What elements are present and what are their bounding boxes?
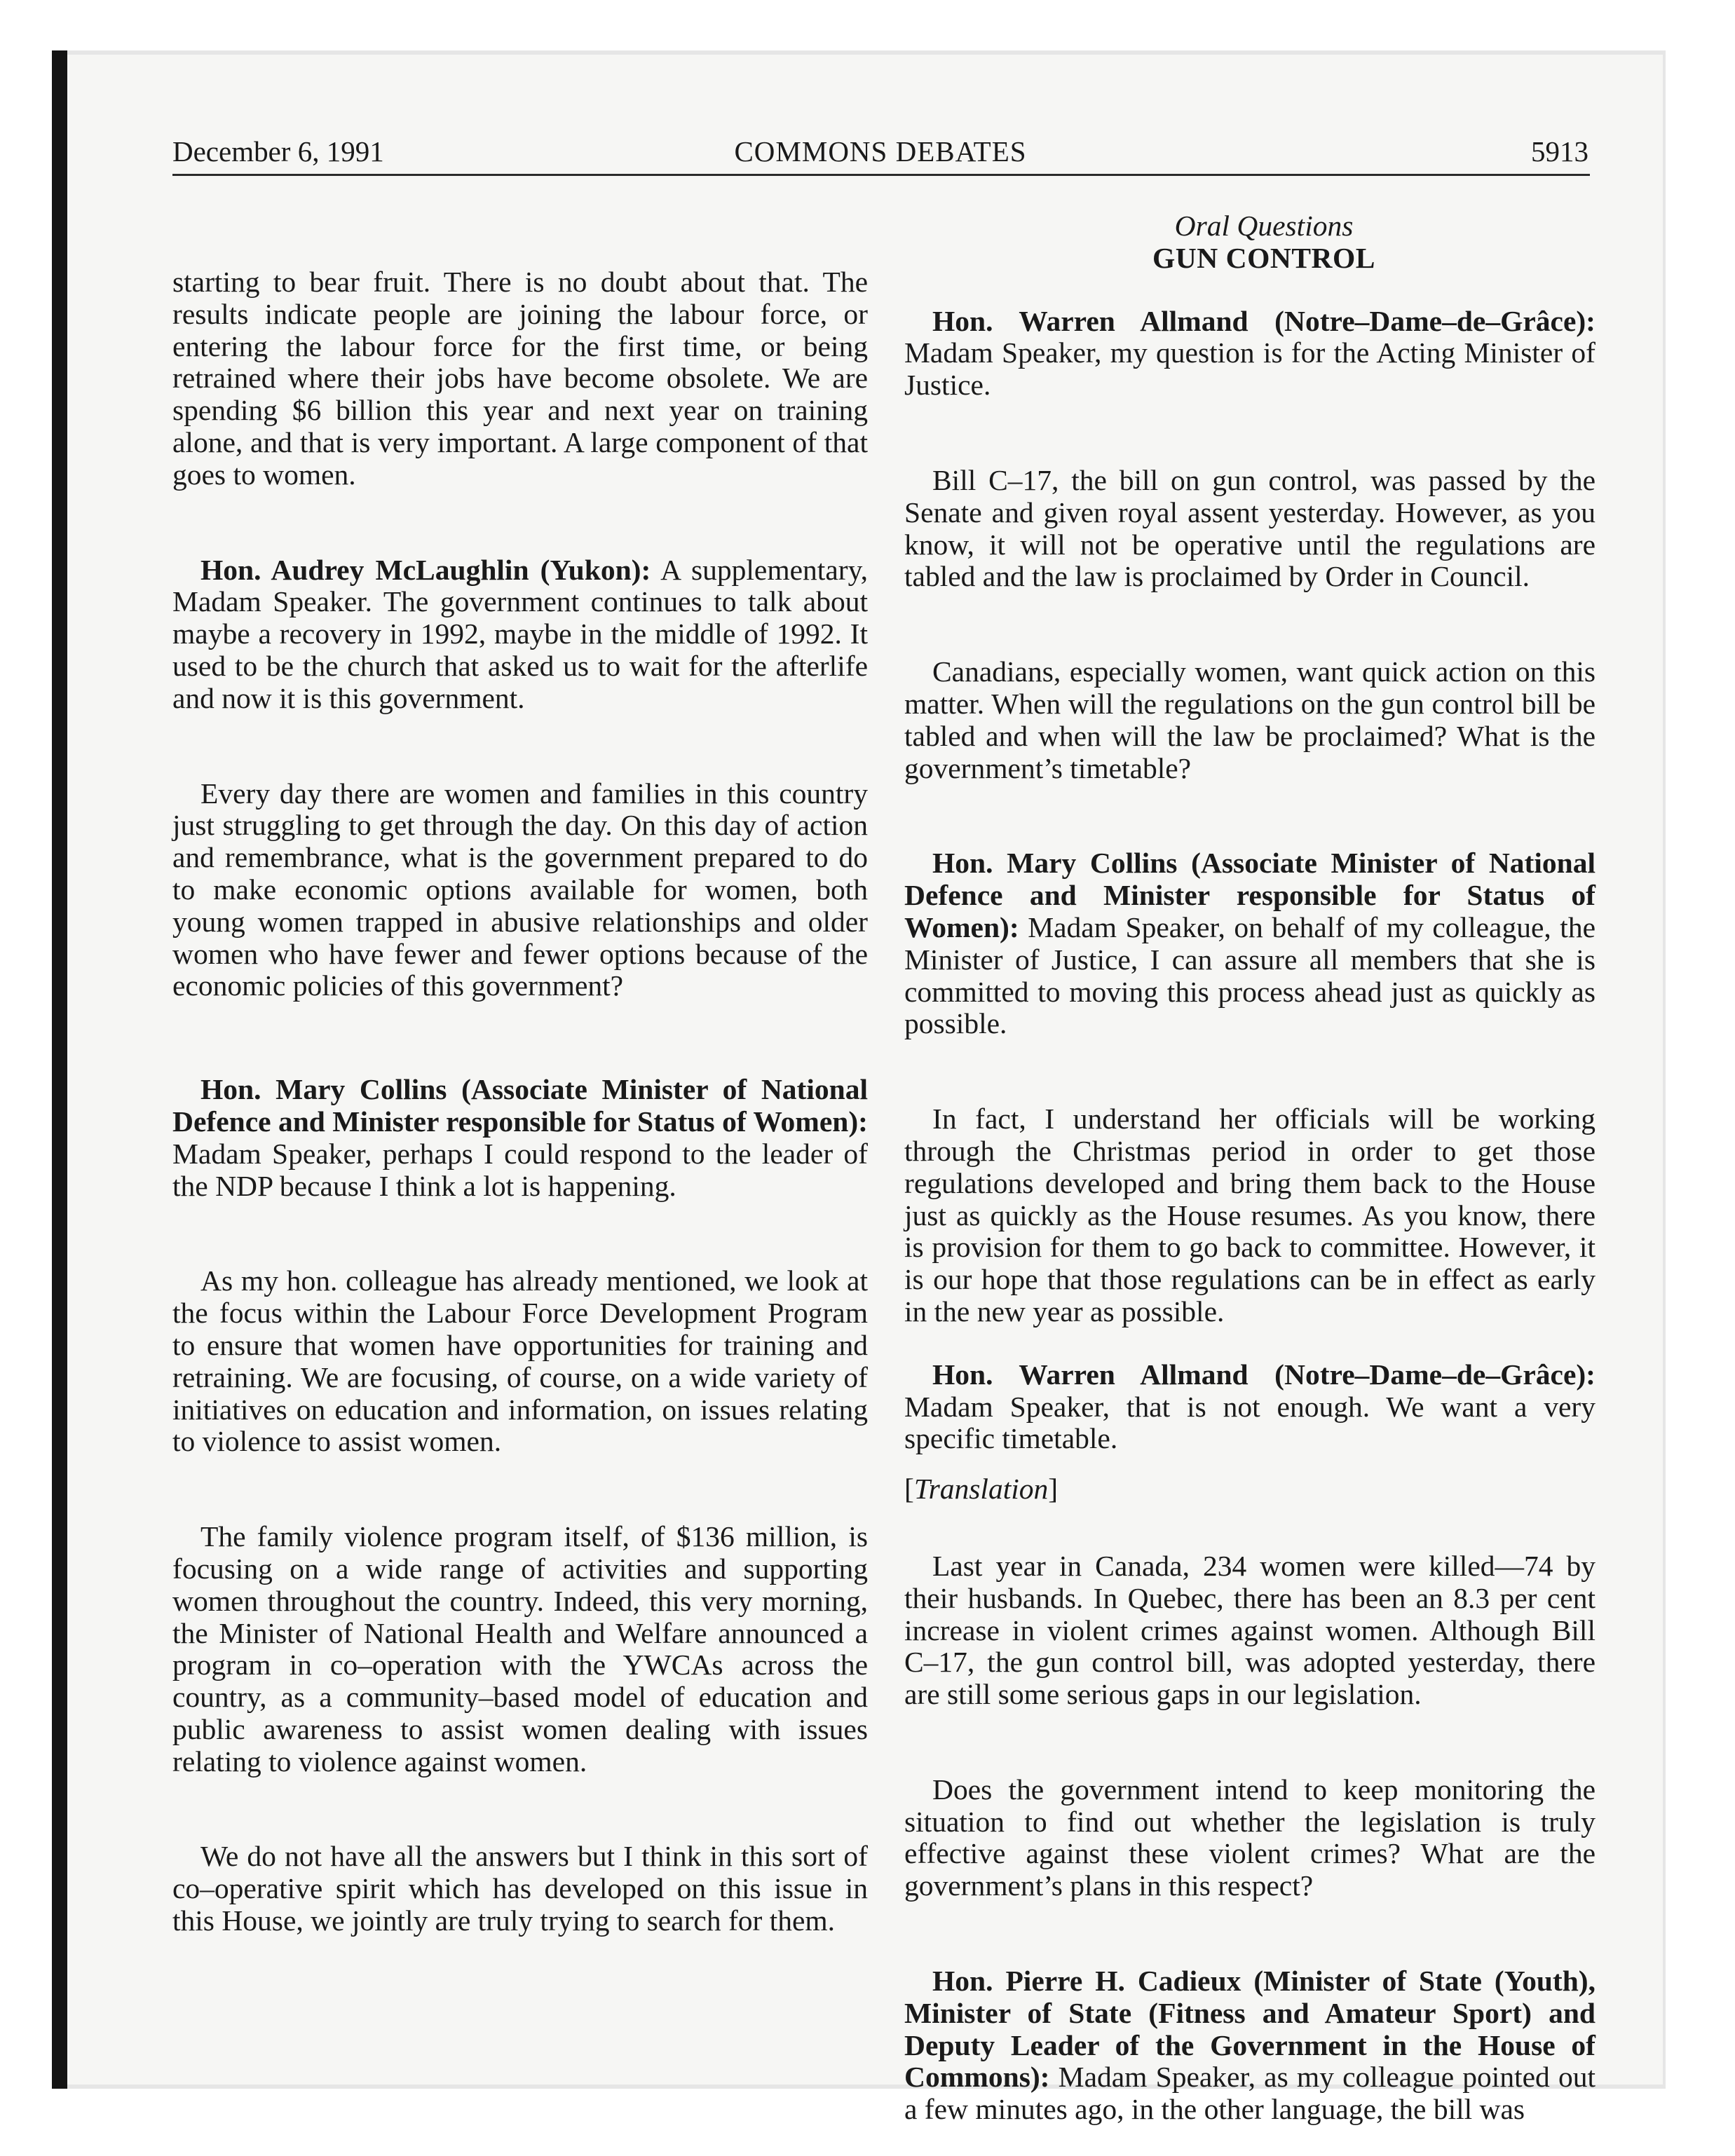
paragraph: In fact, I understand her officials will be working through the Christmas period in order to get those regulations developed and bring them back to the House just as quickly as the House resumes. As you know, there is provision for them to go back to committee. However, it is our hope that those regulations can be in effect as early in the new year as possible. <box>904 1103 1595 1328</box>
paragraph: We do not have all the answers but I think in this sort of co–operative spirit which has developed on this issue in this House, we jointly are truly trying to search for them. <box>172 1840 868 1937</box>
speech-paragraph <box>172 1074 868 1202</box>
speaker-name: Hon. Pierre H. Cadieux (Minister of State (Youth), Minister of State (Fitness and Amateur Sport) and Deputy Leader of the Government in the House of Commons): <box>904 1965 1595 2094</box>
speech-text: Madam Speaker, on behalf of my colleague, the Minister of Justice, I can assure all members that she is committed to moving this process ahead just as quickly as possible. <box>904 910 1595 1040</box>
right-column <box>904 210 1595 2126</box>
translation-marker <box>904 1473 1595 1506</box>
bracket-open: [ <box>904 1473 914 1506</box>
speaker-name: Hon. Mary Collins (Associate Minister of National Defence and Minister responsible for Status of Women): <box>904 847 1595 943</box>
header-rule <box>172 174 1590 176</box>
translation-label: Translation <box>913 1473 1049 1506</box>
bracket-close: ] <box>1048 1473 1059 1506</box>
scan-border-right <box>1663 50 1666 2089</box>
paragraph: Last year in Canada, 234 women were killed—74 by their husbands. In Quebec, there has been an 8.3 per cent increase in violent crimes against women. Although Bill C–17, the gun control bill, was adopted yesterday, there are still some serious gaps in our legislation. <box>904 1549 1595 1711</box>
speech-paragraph <box>904 1359 1595 1455</box>
page-number: 5913 <box>1531 135 1588 168</box>
speech-paragraph <box>172 554 868 715</box>
speech-text: Madam Speaker, perhaps I could respond to the leader of the NDP because I think a lot is happening. <box>172 1137 868 1202</box>
running-header <box>172 133 1588 175</box>
scan-edge-left <box>52 50 67 2089</box>
speaker-name: Hon. Audrey McLaughlin (Yukon): <box>200 553 651 586</box>
speech-text: A supplementary, Madam Speaker. The government continues to talk about maybe a recovery in 1992, maybe in the middle of 1992. It used to be the church that asked us to wait for the afterlife and now it is this government. <box>172 553 869 714</box>
speaker-name: Hon. Mary Collins (Associate Minister of National Defence and Minister responsible for Status of Women): <box>172 1073 868 1138</box>
speaker-name: Hon. Warren Allmand (Notre–Dame–de–Grâce): <box>932 1358 1595 1391</box>
paragraph: starting to bear fruit. There is no doubt about that. The results indicate people are joining the labour force, or entering the labour force for the first time, or being retrained where their jobs have become obsolete. We are spending $6 billion this year and next year on training alone, and that is very important. A large component of that goes to women. <box>172 266 868 491</box>
header-date: December 6, 1991 <box>172 135 384 168</box>
paragraph: Bill C–17, the bill on gun control, was passed by the Senate and given royal assent yesterday. However, as you know, it will not be operative until the regulations are tabled and the law is proclaimed by Order in Council. <box>904 463 1595 593</box>
section-heading: GUN CONTROL <box>1152 241 1375 274</box>
publication-title: COMMONS DEBATES <box>734 135 1027 168</box>
paragraph: As my hon. colleague has already mentioned, we look at the focus within the Labour Force Development Program to ensure that women have opportunities for training and retraining. We are focusing, of course, on a wide variety of initiatives on education and information, on issues relating to violence to assist women. <box>172 1264 868 1458</box>
speech-text: Madam Speaker, my question is for the Acting Minister of Justice. <box>904 336 1595 402</box>
speech-paragraph <box>904 306 1595 402</box>
paragraph: Does the government intend to keep monitoring the situation to find out whether the legislation is truly effective against these violent crimes? What are the government’s plans in this respect? <box>904 1773 1595 1902</box>
paragraph: The family violence program itself, of $136 million, is focusing on a wide range of activities and supporting women throughout the country. Indeed, this very morning, the Minister of National Health and Welfare announced a program in co–operation with the YWCAs across the country, as a community–based model of education and public awareness to assist women dealing with issues relating to violence against women. <box>172 1520 868 1778</box>
speech-paragraph <box>904 847 1595 1040</box>
speech-paragraph <box>904 1965 1595 2126</box>
speech-text: Madam Speaker, as my colleague pointed out a few minutes ago, in the other language, the bill was <box>904 2061 1595 2126</box>
speaker-name: Hon. Warren Allmand (Notre–Dame–de–Grâce): <box>932 304 1595 337</box>
paragraph: Every day there are women and families in this country just struggling to get through the day. On this day of action and remembrance, what is the government prepared to do to make economic options available for women, both young women trapped in abusive relationships and older women who have fewer and fewer options because of the economic policies of this government? <box>172 777 868 1002</box>
paragraph: Canadians, especially women, want quick action on this matter. When will the regulations on the gun control bill be tabled and when will the law be proclaimed? What is the government’s timetable? <box>904 655 1595 784</box>
left-column <box>172 266 868 1937</box>
speech-text: Madam Speaker, that is not enough. We want a very specific timetable. <box>904 1390 1595 1455</box>
section-label: Oral Questions <box>1174 210 1354 242</box>
